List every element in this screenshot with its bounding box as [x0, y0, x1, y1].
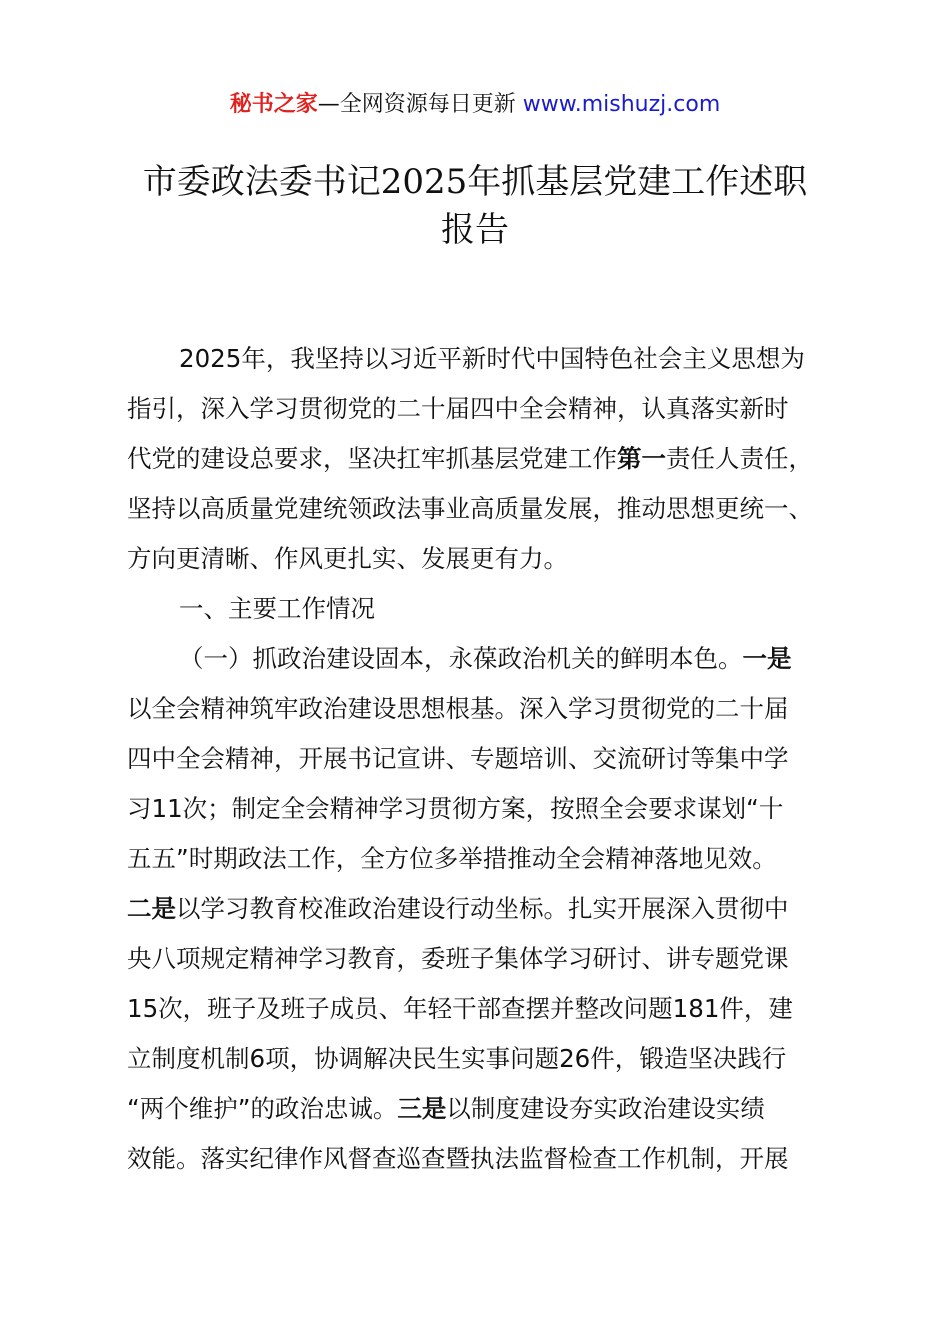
text-segment: 效能。落实纪律作风督查巡查暨执法监督检查工作机制，开展 — [127, 1144, 789, 1173]
text-segment: 方向更清晰、作风更扎实、发展更有力。 — [127, 544, 568, 573]
text-segment: 习11次；制定全会精神学习贯彻方案，按照全会要求谋划“十 — [127, 794, 784, 823]
document-title — [100, 158, 850, 254]
text-line — [127, 434, 867, 484]
document-body — [127, 334, 867, 1184]
text-segment: 一、主要工作情况 — [179, 594, 375, 623]
text-line — [127, 834, 867, 884]
text-line — [127, 384, 867, 434]
text-line — [127, 1034, 867, 1084]
site-header — [0, 88, 950, 122]
text-segment: 四中全会精神，开展书记宣讲、专题培训、交流研讨等集中学 — [127, 744, 789, 773]
text-segment: 五五”时期政法工作，全方位多举措推动全会精神落地见效。 — [127, 844, 777, 873]
bold-text: 三是 — [397, 1094, 447, 1123]
text-segment: 坚持以高质量党建统领政法事业高质量发展，推动思想更统一、 — [127, 494, 813, 523]
text-line — [127, 984, 867, 1034]
text-segment: 2025年，我坚持以习近平新时代中国特色社会主义思想为 — [179, 344, 805, 373]
text-segment: 立制度机制6项，协调解决民生实事问题26件，锻造坚决践行 — [127, 1044, 787, 1073]
text-segment: 15次，班子及班子成员、年轻干部查摆并整改问题181件，建 — [127, 994, 793, 1023]
text-line — [127, 684, 867, 734]
text-segment: 以学习教育校准政治建设行动坐标。扎实开展深入贯彻中 — [176, 894, 789, 923]
header-tagline: —全网资源每日更新 — [317, 92, 523, 117]
text-line — [127, 334, 867, 384]
text-segment: 责任人责任， — [666, 444, 813, 473]
title-line-1: 市委政法委书记2025年抓基层党建工作述职 — [142, 162, 808, 202]
text-segment: （一）抓政治建设固本，永葆政治机关的鲜明本色。 — [179, 644, 743, 673]
text-segment: 指引，深入学习贯彻党的二十届四中全会精神，认真落实新时 — [127, 394, 789, 423]
text-segment: 以全会精神筑牢政治建设思想根基。深入学习贯彻党的二十届 — [127, 694, 789, 723]
text-line — [127, 534, 867, 584]
text-line — [127, 734, 867, 784]
text-line — [127, 884, 867, 934]
title-line-2: 报告 — [441, 210, 509, 250]
bold-text: 二是 — [127, 894, 176, 923]
text-line — [127, 784, 867, 834]
text-segment: 以制度建设夯实政治建设实绩 — [446, 1094, 765, 1123]
text-segment: 代党的建设总要求，坚决扛牢抓基层党建工作 — [127, 444, 617, 473]
text-segment: 央八项规定精神学习教育，委班子集体学习研讨、讲专题党课 — [127, 944, 789, 973]
text-line — [127, 584, 867, 634]
bold-text: 第一 — [617, 444, 666, 473]
text-line — [127, 934, 867, 984]
brand-name: 秘书之家 — [229, 92, 318, 117]
site-link[interactable]: www.mishuzj.com — [522, 92, 721, 117]
bold-text: 一是 — [742, 644, 792, 673]
text-line — [127, 634, 867, 684]
text-segment: “两个维护”的政治忠诚。 — [127, 1094, 398, 1123]
text-line — [127, 1084, 867, 1134]
text-line — [127, 1134, 867, 1184]
text-line — [127, 484, 867, 534]
